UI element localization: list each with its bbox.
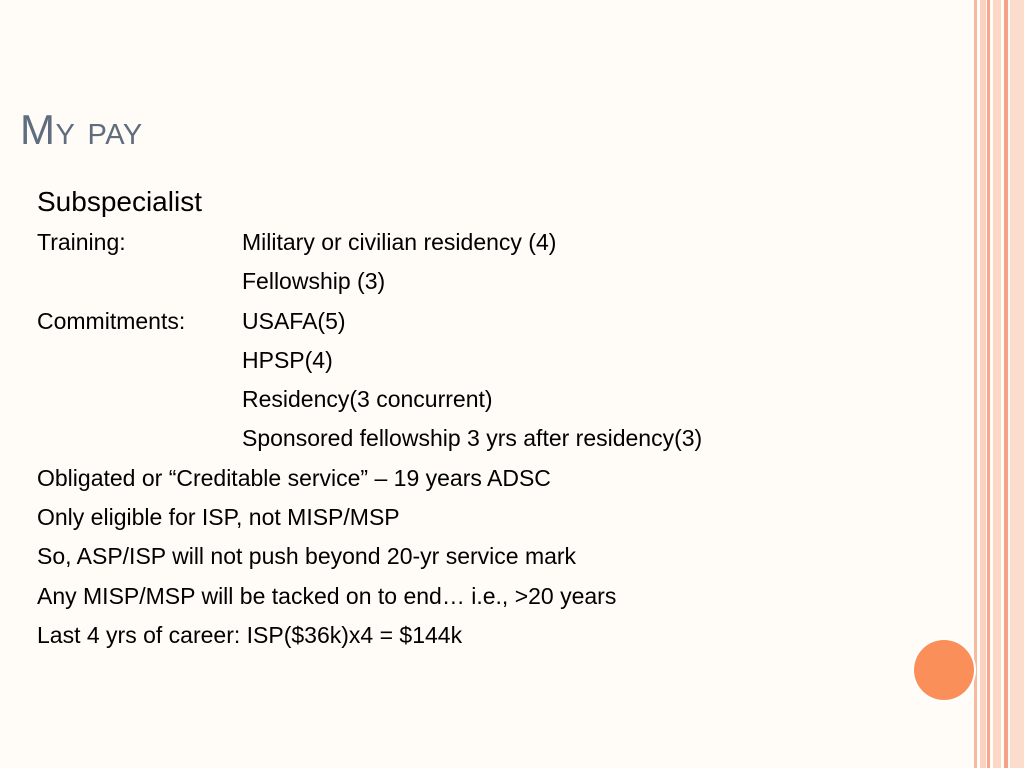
decorative-stripe — [974, 0, 977, 768]
slide-body — [37, 183, 937, 655]
body-row — [37, 341, 937, 380]
body-row — [37, 419, 937, 458]
slide-title: My pay — [20, 106, 143, 153]
body-line: Last 4 yrs of career: ISP($36k)x4 = $144k — [37, 621, 463, 648]
decorative-circle — [914, 640, 974, 700]
body-row — [37, 223, 937, 262]
row-value: Military or civilian residency (4) — [242, 229, 557, 255]
body-row — [37, 380, 937, 419]
row-value: Residency(3 concurrent) — [242, 386, 493, 413]
row-value: Sponsored fellowship 3 yrs after residency(3) — [242, 425, 703, 452]
row-label — [37, 262, 242, 301]
body-row — [37, 302, 937, 341]
row-label: Commitments: — [37, 307, 186, 334]
row-label — [37, 419, 242, 458]
body-row — [37, 262, 937, 301]
row-label: Training: — [37, 229, 126, 255]
decorative-stripe — [987, 0, 990, 768]
row-label — [37, 380, 242, 419]
body-line: Obligated or “Creditable service” – 19 years ADSC — [37, 464, 551, 491]
row-label — [37, 341, 242, 380]
decorative-stripe — [1004, 0, 1008, 768]
body-line: So, ASP/ISP will not push beyond 20-yr service mark — [37, 543, 577, 570]
body-line: Any MISP/MSP will be tacked on to end… i.e., >20 years — [37, 582, 617, 609]
body-heading: Subspecialist — [37, 186, 202, 217]
row-value: USAFA(5) — [242, 307, 346, 334]
row-value: HPSP(4) — [242, 346, 333, 373]
row-value: Fellowship (3) — [242, 268, 386, 295]
decorative-stripe — [993, 0, 1001, 768]
body-line: Only eligible for ISP, not MISP/MSP — [37, 504, 400, 531]
decorative-stripe — [1010, 0, 1024, 768]
decorative-stripe — [980, 0, 986, 768]
